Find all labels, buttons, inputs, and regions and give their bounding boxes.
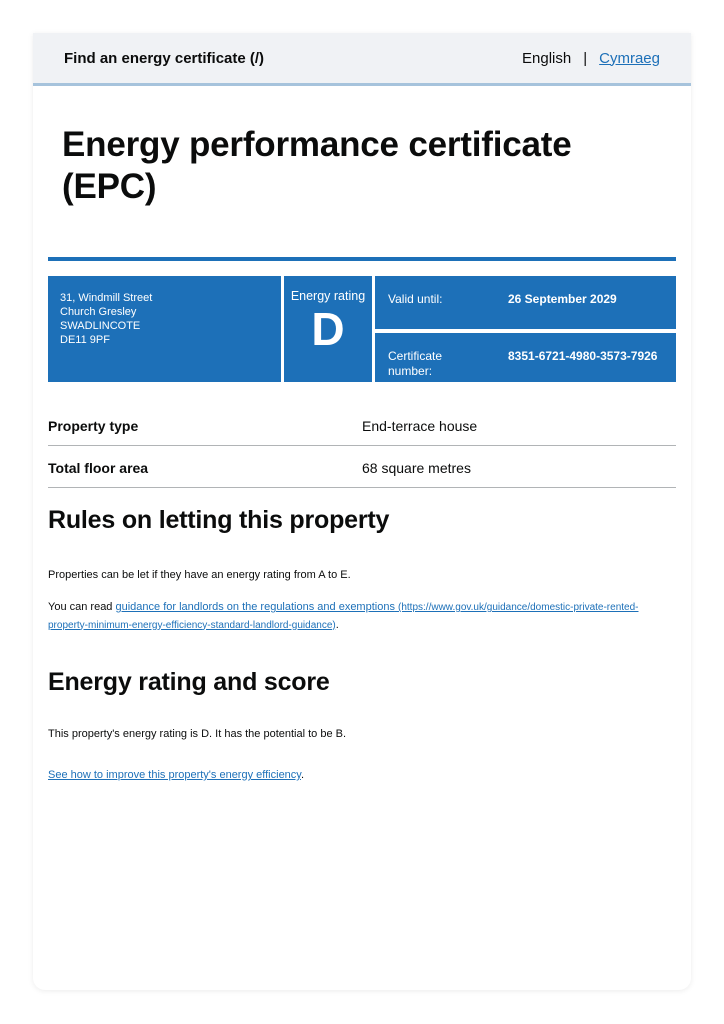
energy-rating-label: Energy rating [290, 289, 366, 303]
valid-until-label: Valid until: [388, 292, 443, 306]
rules-paragraph: Properties can be let if they have an energy rating from A to E. [48, 569, 351, 581]
total-floor-area-value: 68 square metres [362, 460, 471, 476]
total-floor-area-label: Total floor area [48, 460, 149, 476]
energy-rating-section-heading: Energy rating and score [48, 668, 330, 696]
address-line-3: SWADLINCOTE [60, 320, 141, 332]
valid-until-value: 26 September 2029 [508, 292, 617, 306]
valid-until-row [375, 276, 676, 329]
section-divider [48, 257, 676, 261]
property-details-table [48, 404, 676, 488]
service-name-link[interactable]: Find an energy certificate (/) [64, 49, 265, 67]
energy-rating-paragraph: This property's energy rating is D. It has the potential to be B. [48, 728, 347, 740]
certificate-summary [48, 276, 676, 382]
address-line-2: Church Gresley [60, 306, 137, 318]
improve-efficiency-link[interactable]: See how to improve this property's energy efficiency [48, 769, 301, 781]
energy-rating-box [284, 276, 372, 382]
landlord-guidance-link[interactable] [48, 601, 639, 631]
guidance-paragraph [48, 599, 663, 634]
certificate-number-label: Certificate number: [388, 349, 443, 379]
page-title: Energy performance certificate (EPC) [62, 125, 572, 206]
language-link-cymraeg[interactable]: Cymraeg [599, 49, 660, 67]
landlord-guidance-link-text: guidance for landlords on the regulations and exemptions [115, 601, 395, 613]
property-type-label: Property type [48, 418, 139, 434]
improve-efficiency-suffix: . [300, 769, 305, 781]
language-current: English [522, 49, 572, 67]
energy-rating-value: D [311, 303, 345, 355]
certificate-number-row [375, 333, 676, 382]
certificate-number-value: 8351-6721-4980-3573-7926 [508, 349, 658, 364]
property-address-box [48, 276, 281, 382]
address-line-4: DE11 9PF [60, 334, 110, 346]
rules-section-heading: Rules on letting this property [48, 506, 390, 534]
language-separator: | [583, 49, 588, 67]
improve-efficiency-paragraph [48, 767, 676, 783]
guidance-text-prefix: You can read [48, 601, 116, 613]
validity-column [375, 276, 676, 382]
landlord-guidance-link-url: (https://www.gov.uk/guidance/domestic-private-rented-property-minimum-energy-efficiency-standard-landlord-guidance) [48, 602, 639, 631]
service-header [33, 33, 691, 86]
certificate-page [33, 33, 691, 990]
language-switcher [522, 50, 660, 67]
address-line-1: 31, Windmill Street [60, 292, 153, 304]
certificate-content [33, 124, 691, 783]
guidance-text-suffix: . [335, 618, 339, 631]
table-row [48, 446, 676, 488]
table-row [48, 404, 676, 446]
property-type-value: End-terrace house [362, 418, 478, 434]
